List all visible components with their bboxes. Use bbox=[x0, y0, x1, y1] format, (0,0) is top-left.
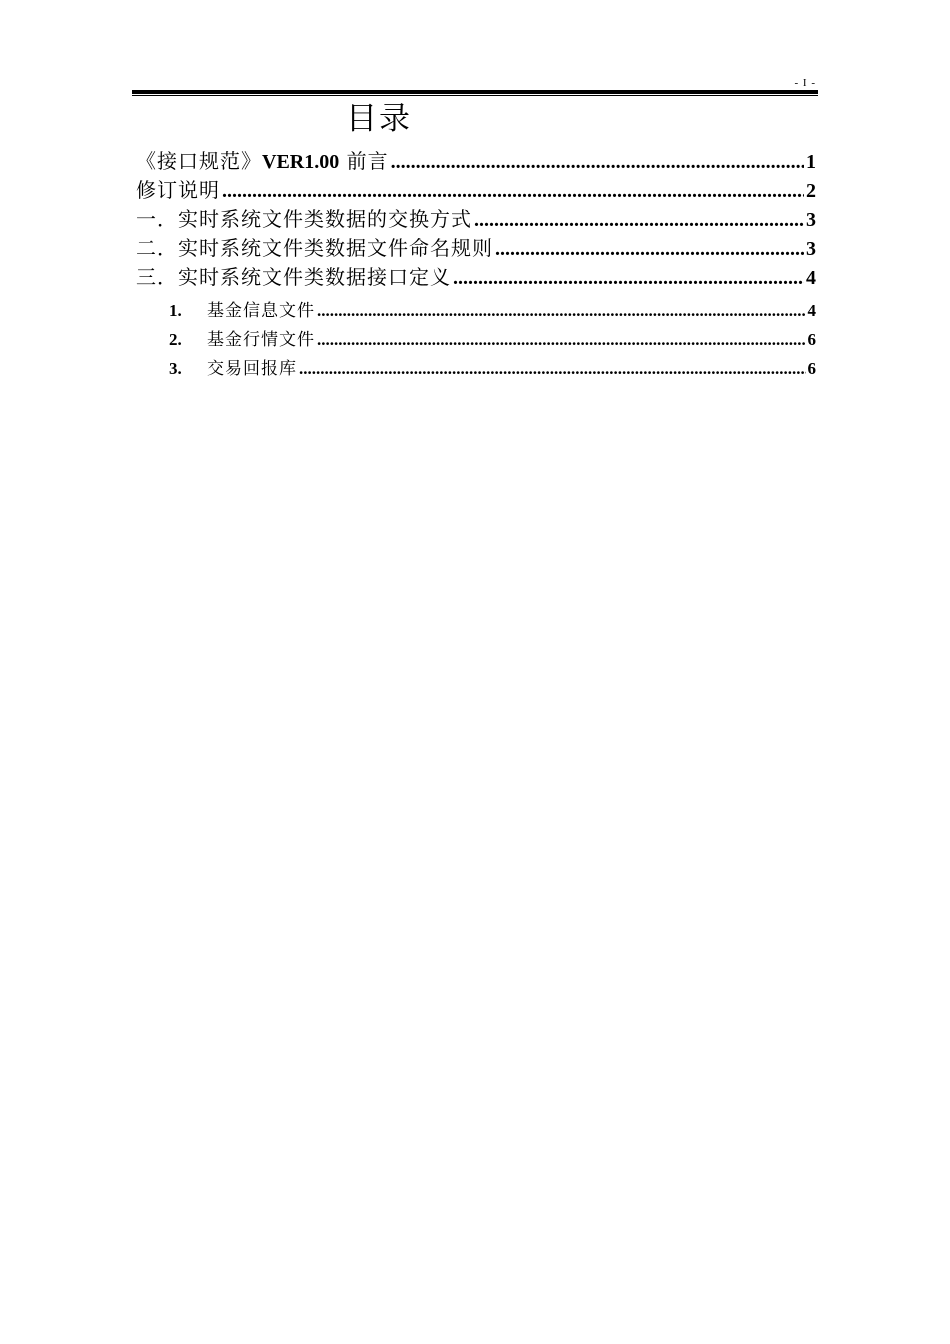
toc-entry-page: 1 bbox=[806, 151, 816, 173]
toc-entry-page: 4 bbox=[806, 267, 816, 289]
toc-subentry-trade-report-db[interactable] bbox=[136, 354, 816, 383]
toc-dot-leader bbox=[453, 264, 804, 293]
toc-entry-label bbox=[136, 147, 389, 177]
toc-entry-page: 3 bbox=[806, 209, 816, 231]
toc-dot-leader bbox=[474, 206, 804, 235]
toc-subentry-label: 基金信息文件 bbox=[207, 301, 315, 321]
toc-subentry-number: 2. bbox=[169, 330, 182, 349]
toc-subentry-number: 3. bbox=[169, 359, 182, 378]
toc-subentry-fund-quote-file[interactable] bbox=[136, 325, 816, 354]
toc-dot-leader bbox=[317, 325, 806, 354]
toc-entry-revision-notes[interactable] bbox=[136, 176, 816, 205]
header-rule bbox=[132, 90, 818, 96]
toc-subentry-page: 6 bbox=[807, 330, 816, 349]
toc-subentry-number: 1. bbox=[169, 301, 182, 320]
toc-dot-leader bbox=[495, 235, 804, 264]
toc-subentry-page: 4 bbox=[807, 301, 816, 320]
toc-entry-page: 2 bbox=[806, 180, 816, 202]
toc-entry-exchange-method[interactable] bbox=[136, 205, 816, 234]
toc-entry-label-version: VER1.00 bbox=[262, 151, 340, 173]
page-number: - I - bbox=[794, 77, 816, 89]
toc-title: 目录 bbox=[346, 101, 412, 137]
toc-subentry-page: 6 bbox=[807, 359, 816, 378]
toc-entry-interface-definition[interactable] bbox=[136, 263, 816, 292]
toc-entry-preface[interactable] bbox=[136, 147, 816, 176]
toc-dot-leader bbox=[391, 148, 804, 177]
table-of-contents bbox=[136, 147, 816, 383]
toc-entry-page: 3 bbox=[806, 238, 816, 260]
toc-subentry-label: 交易回报库 bbox=[207, 359, 297, 379]
toc-dot-leader bbox=[222, 177, 804, 206]
toc-entry-naming-rules[interactable] bbox=[136, 234, 816, 263]
toc-entry-label: 修订说明 bbox=[136, 178, 220, 202]
toc-entry-label-prefix: 《接口规范》 bbox=[136, 149, 262, 173]
toc-subentry-label: 基金行情文件 bbox=[207, 330, 315, 350]
toc-entry-label: 一．实时系统文件类数据的交换方式 bbox=[136, 207, 472, 231]
toc-entry-label: 二．实时系统文件类数据文件命名规则 bbox=[136, 236, 493, 260]
toc-entry-label-suffix: 前言 bbox=[339, 149, 389, 173]
toc-entry-label: 三．实时系统文件类数据接口定义 bbox=[136, 265, 451, 289]
toc-dot-leader bbox=[317, 296, 806, 325]
toc-subentry-fund-info-file[interactable] bbox=[136, 296, 816, 325]
toc-dot-leader bbox=[299, 354, 806, 383]
